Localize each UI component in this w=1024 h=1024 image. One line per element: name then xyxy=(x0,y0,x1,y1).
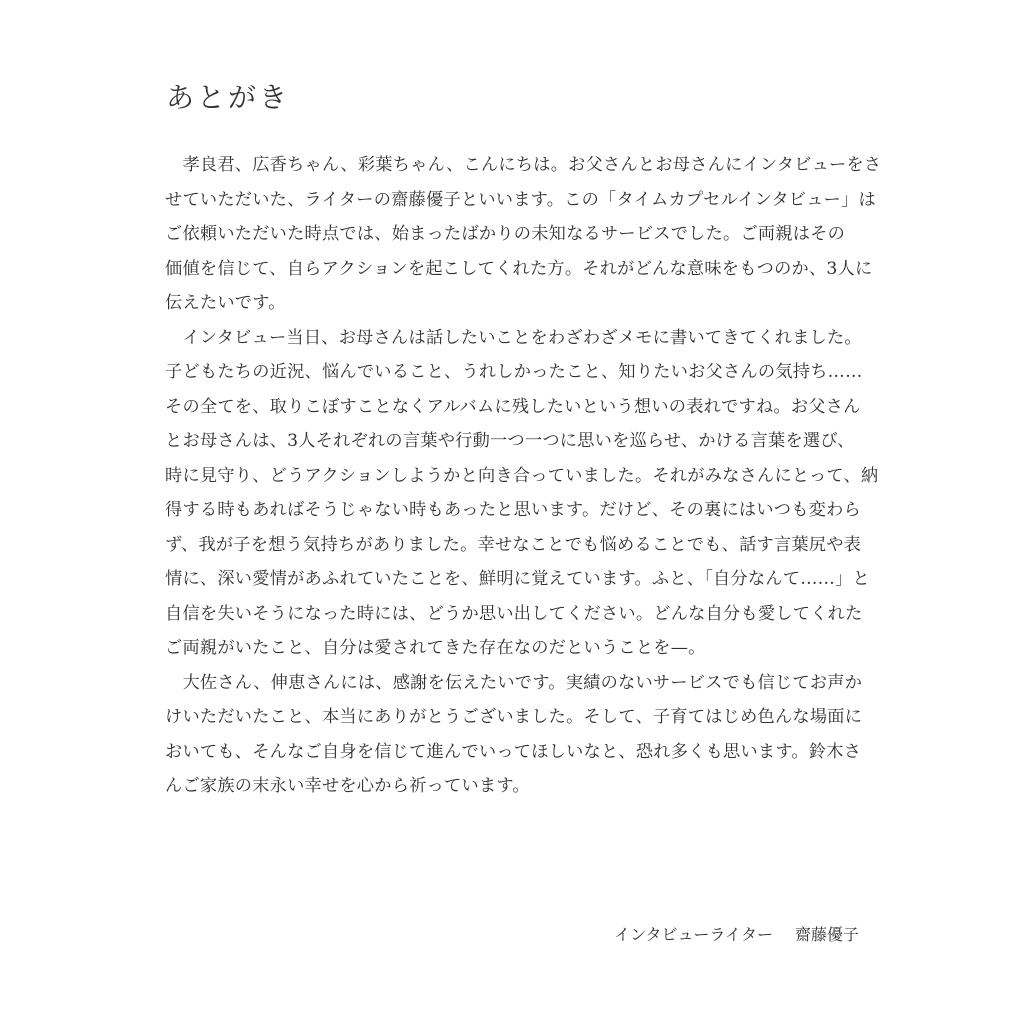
text-line: インタビュー当日、お母さんは話したいことをわざわざメモに書いてきてくれました。 xyxy=(165,327,862,348)
text-line: せていただいた、ライターの齋藤優子といいます。この「タイムカプセルインタビュー」は xyxy=(165,189,876,210)
text-line: 自信を失いそうになった時には、どうか思い出してください。どんな自分も愛してくれた xyxy=(165,603,863,624)
text-line: 孝良君、広香ちゃん、彩葉ちゃん、こんにちは。お父さんとお母さんにインタビューをさ xyxy=(165,155,882,175)
text-line: 価値を信じて、自らアクションを起こしてくれた方。それがどんな意味をもつのか、3人に xyxy=(165,258,873,279)
text-line: 時に見守り、どうアクションしようかと向き合っていました。それがみなさんにとって、納 xyxy=(165,465,879,486)
text-line: ご両親がいたこと、自分は愛されてきた存在なのだということを—。 xyxy=(165,638,706,658)
signature xyxy=(614,922,859,945)
text-line: おいても、そんなご自身を信じて進んでいってほしいなと、恐れ多くも思います。鈴木さ xyxy=(165,741,862,762)
text-line: 伝えたいです。 xyxy=(165,293,286,313)
text-line: んご家族の末永い幸せを心から祈っています。 xyxy=(165,776,530,796)
text-line: ご依頼いただいた時点では、始まったばかりの未知なるサービスでした。ご両親はその xyxy=(165,224,846,244)
signature-role: インタビューライター xyxy=(614,925,773,944)
body-text xyxy=(165,148,882,804)
text-line: 大佐さん、伸恵さんには、感謝を伝えたいです。実績のないサービスでも信じてお声か xyxy=(165,672,863,693)
text-line: とお母さんは、3人それぞれの言葉や行動一つ一つに思いを巡らせ、かける言葉を選び、 xyxy=(165,431,855,451)
page-title: あとがき xyxy=(166,81,291,114)
text-line: けいただいたこと、本当にありがとうございました。そして、子育てはじめ色んな場面に xyxy=(165,707,863,727)
text-line: 情に、深い愛情があふれていたことを、鮮明に覚えています。ふと、「自分なんて……」と xyxy=(165,569,870,589)
text-line: 得する時もあればそうじゃない時もあったと思います。だけど、その裏にはいつも変わら xyxy=(165,500,861,520)
signature-name: 齋藤優子 xyxy=(794,925,859,944)
text-line: ず、我が子を想う気持ちがありました。幸せなことでも悩めることでも、話す言葉尻や表 xyxy=(165,534,862,555)
text-line: その全てを、取りこぼすことなくアルバムに残したいという想いの表れですね。お父さん xyxy=(165,396,861,417)
text-line: 子どもたちの近況、悩んでいること、うれしかったこと、知りたいお父さんの気持ち…… xyxy=(165,362,863,382)
